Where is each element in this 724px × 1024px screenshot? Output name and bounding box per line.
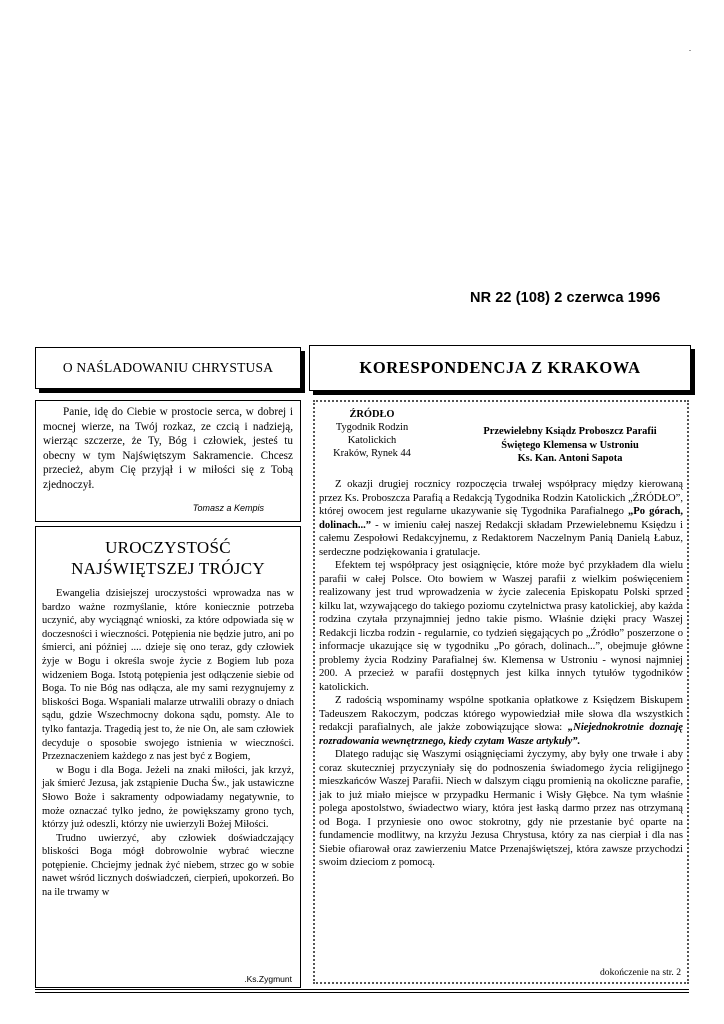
corner-mark: .: [689, 44, 691, 53]
sender-title: ŹRÓDŁO: [349, 409, 395, 420]
prayer-text: Panie, idę do Ciebie w prostocie serca, w dobrej i mocnej wierze, na Twój rozkaz, ze czcią i nadzieją, wierząc szczerze, że Ty, Bóg i człowiek, jesteś tu obecny w tym Najświętszym Sakramencie. Chcesz przecież, abym Cię przyjął i w miłości się z Tobą zjednoczył.: [43, 406, 293, 491]
letter-paragraph-1: [319, 478, 683, 559]
letter-box: [313, 400, 689, 984]
letter-p1-title: „Po górach, dolinach...”: [319, 506, 683, 531]
letter-paragraph-2: Efektem tej współpracy jest osiągnięcie, które może być przykładem dla wielu parafii w całej Polsce. Oto bowiem w Waszej parafii z wielkim poświęceniem realizowany jest trud wprowadzenia w życie zalecenia Episkopatu Polski sprzed kilku lat, wzywającego do takiego poziomu czytelnictwa prasy katolickiej, aby każda rodzina czytała przynajmniej jedno takie pismo. Właśnie dzięki pracy Waszej Redakcji liczba rodzin - regularnie, co tydzień sięgających po „Źródło” poszerzone o informacje ukazujące się w tygodniku „Po górach, dolinach...”, obejmuje główne problemy życia Rodziny Parafialnej św. Klemensa w Ustroniu - wynosi najmniej 200. A przecież w parafii dostępnych jest kilka innych tytułów tygodników katolickich.: [319, 560, 683, 693]
continued-note: dokończenie na str. 2: [600, 967, 681, 978]
issue-line: NR 22 (108) 2 czerwca 1996: [470, 290, 661, 306]
letter-addressee: [455, 425, 685, 466]
left-header-title: O NAŚLADOWANIU CHRYSTUSA: [62, 360, 274, 375]
prayer-box: [35, 400, 301, 522]
trinity-title-line2: NAJŚWIĘTSZEJ TRÓJCY: [71, 559, 265, 578]
letter-body: [319, 478, 683, 870]
addressee-line-2: Świętego Klemensa w Ustroniu: [501, 439, 639, 451]
sender-line-2: Tygodnik Rodzin: [335, 422, 409, 433]
trinity-paragraph-3: Trudno uwierzyć, aby człowiek doświadczający bliskości Boga mógł dobrowolnie wybrać wieczne potępienie. Chciejmy jednak żyć niebem, strzec go w sobie nawet wśród licznych doświadczeń, cierpień, upokorzeń. Bo na ile trwamy w: [42, 832, 294, 899]
addressee-line-1: Przewielebny Ksiądz Proboszcz Parafii: [483, 426, 657, 437]
right-section-header: [309, 345, 691, 391]
bottom-rule-top: [35, 989, 689, 990]
trinity-title-line1: UROCZYSTOŚĆ: [105, 538, 231, 557]
trinity-body: [36, 579, 300, 900]
letter-p3-start: Z radością wspominamy wspólne spotkania opłatkowe z Księdzem Biskupem Tadeuszem Rakoczym, podczas którego wypowiedział miłe słowa dla wszystkich redakcji parafialnych, ale jakże zobowiązujące słowa:: [319, 695, 683, 733]
letter-p1-end: - w imieniu całej naszej Redakcji składam Przewielebnemu Księdzu i całemu Zespołowi Redakcyjnemu, z Redaktorem Naczelnym Panią Danielą Łabuz, serdeczne podziękowania i gratulacje.: [319, 519, 683, 558]
trinity-article: [35, 526, 301, 988]
letter-paragraph-4: Dlatego radując się Waszymi osiągnięciami życzymy, aby były one trwałe i aby coraz skuteczniej przyczyniały się do podnoszenia świadomego życia religijnego mieszkańców Waszej Parafii. Niech w dalszym ciągu promienią na okoliczne parafie, jak to już miało miejsce w przypadku Hermanic i Wisły Głębce. Na tym właśnie polega apostolstwo, świadectwo wiary, która jest łaską darmo przez nas otrzymaną od Boga. I przyniesie ono owoc stokrotny, gdy nie przestanie być oparte na fundamencie modlitwy, na krzyżu Jezusa Chrystusa, który za nas cierpiał i dla nas Siebie ofiarował oraz zawierzeniu Matce Przenajświętszej, która zawsze przychodzi swoim dzieciom z pomocą.: [319, 749, 683, 868]
prayer-signature: Tomasz a Kempis: [192, 503, 264, 513]
trinity-paragraph-2: w Bogu i dla Boga. Jeżeli na znaki miłości, jak krzyż, jak śmierć Jezusa, jak zstąpienie Ducha Św., jak ustawiczne Słowo Boże i sakramenty odpowiadamy negatywnie, to może oznaczać tylko jedno, że powiększamy grono tych, którzy już odeszli, którzy nie uwierzyli Bożej Miłości.: [42, 764, 294, 831]
sender-line-4: Kraków, Rynek 44: [333, 448, 411, 459]
letter-p3-quote: „Niejednokrotnie doznaję rozradowania wewnętrznego, kiedy czytam Wasze artykuły”.: [319, 722, 683, 747]
trinity-signature: .Ks.Zygmunt: [244, 974, 292, 984]
bottom-rule-bottom: [35, 992, 689, 993]
letter-p1-start: Z okazji drugiej rocznicy rozpoczęcia trwałej współpracy między kierowaną przez Ks. Proboszcza Parafią a Redakcją Tygodnika Rodzin Katolickich „ŹRÓDŁO”, której owocem jest regularne ukazywanie się Tygodnika Parafialnego: [319, 479, 683, 517]
right-header-title: KORESPONDENCJA Z KRAKOWA: [359, 358, 641, 377]
trinity-paragraph-1: Ewangelia dzisiejszej uroczystości wprowadza nas w bardzo ważne rozmyślanie, które koniecznie potrzeba uczynić, aby wyciągnąć wnioski, za które odpowiada się w doczesności i wieczności. Potępienia nie będzie jutro, ani po śmierci, ani później .... dzieje się ono teraz, gdy człowiek żyje w Bogu i określa swoje życie z Bogiem lub poza widzeniem Boga. Istotą potępienia jest odłączenie siebie od Boga. To nie Bóg nas odłącza, ale my sami rezygnujemy z bliskości Boga. Wspaniali malarze utrwalili obrazy o dniach sądu, gdzie Wszechmocny dokona sądu, pomsty. Ale to tylko fantazja. Tragedią jest to, że nie On, ale sam człowiek decyduje o sposobie swojego istnienia w wieczności. Przeznaczeniem każdego z nas jest być z Bogiem,: [42, 588, 294, 763]
left-section-header: [35, 347, 301, 389]
letter-sender: [317, 408, 427, 460]
addressee-line-3: Ks. Kan. Antoni Sapota: [517, 453, 623, 464]
letter-paragraph-3: [319, 694, 683, 748]
sender-line-3: Katolickich: [347, 435, 397, 446]
trinity-title: [36, 537, 300, 579]
